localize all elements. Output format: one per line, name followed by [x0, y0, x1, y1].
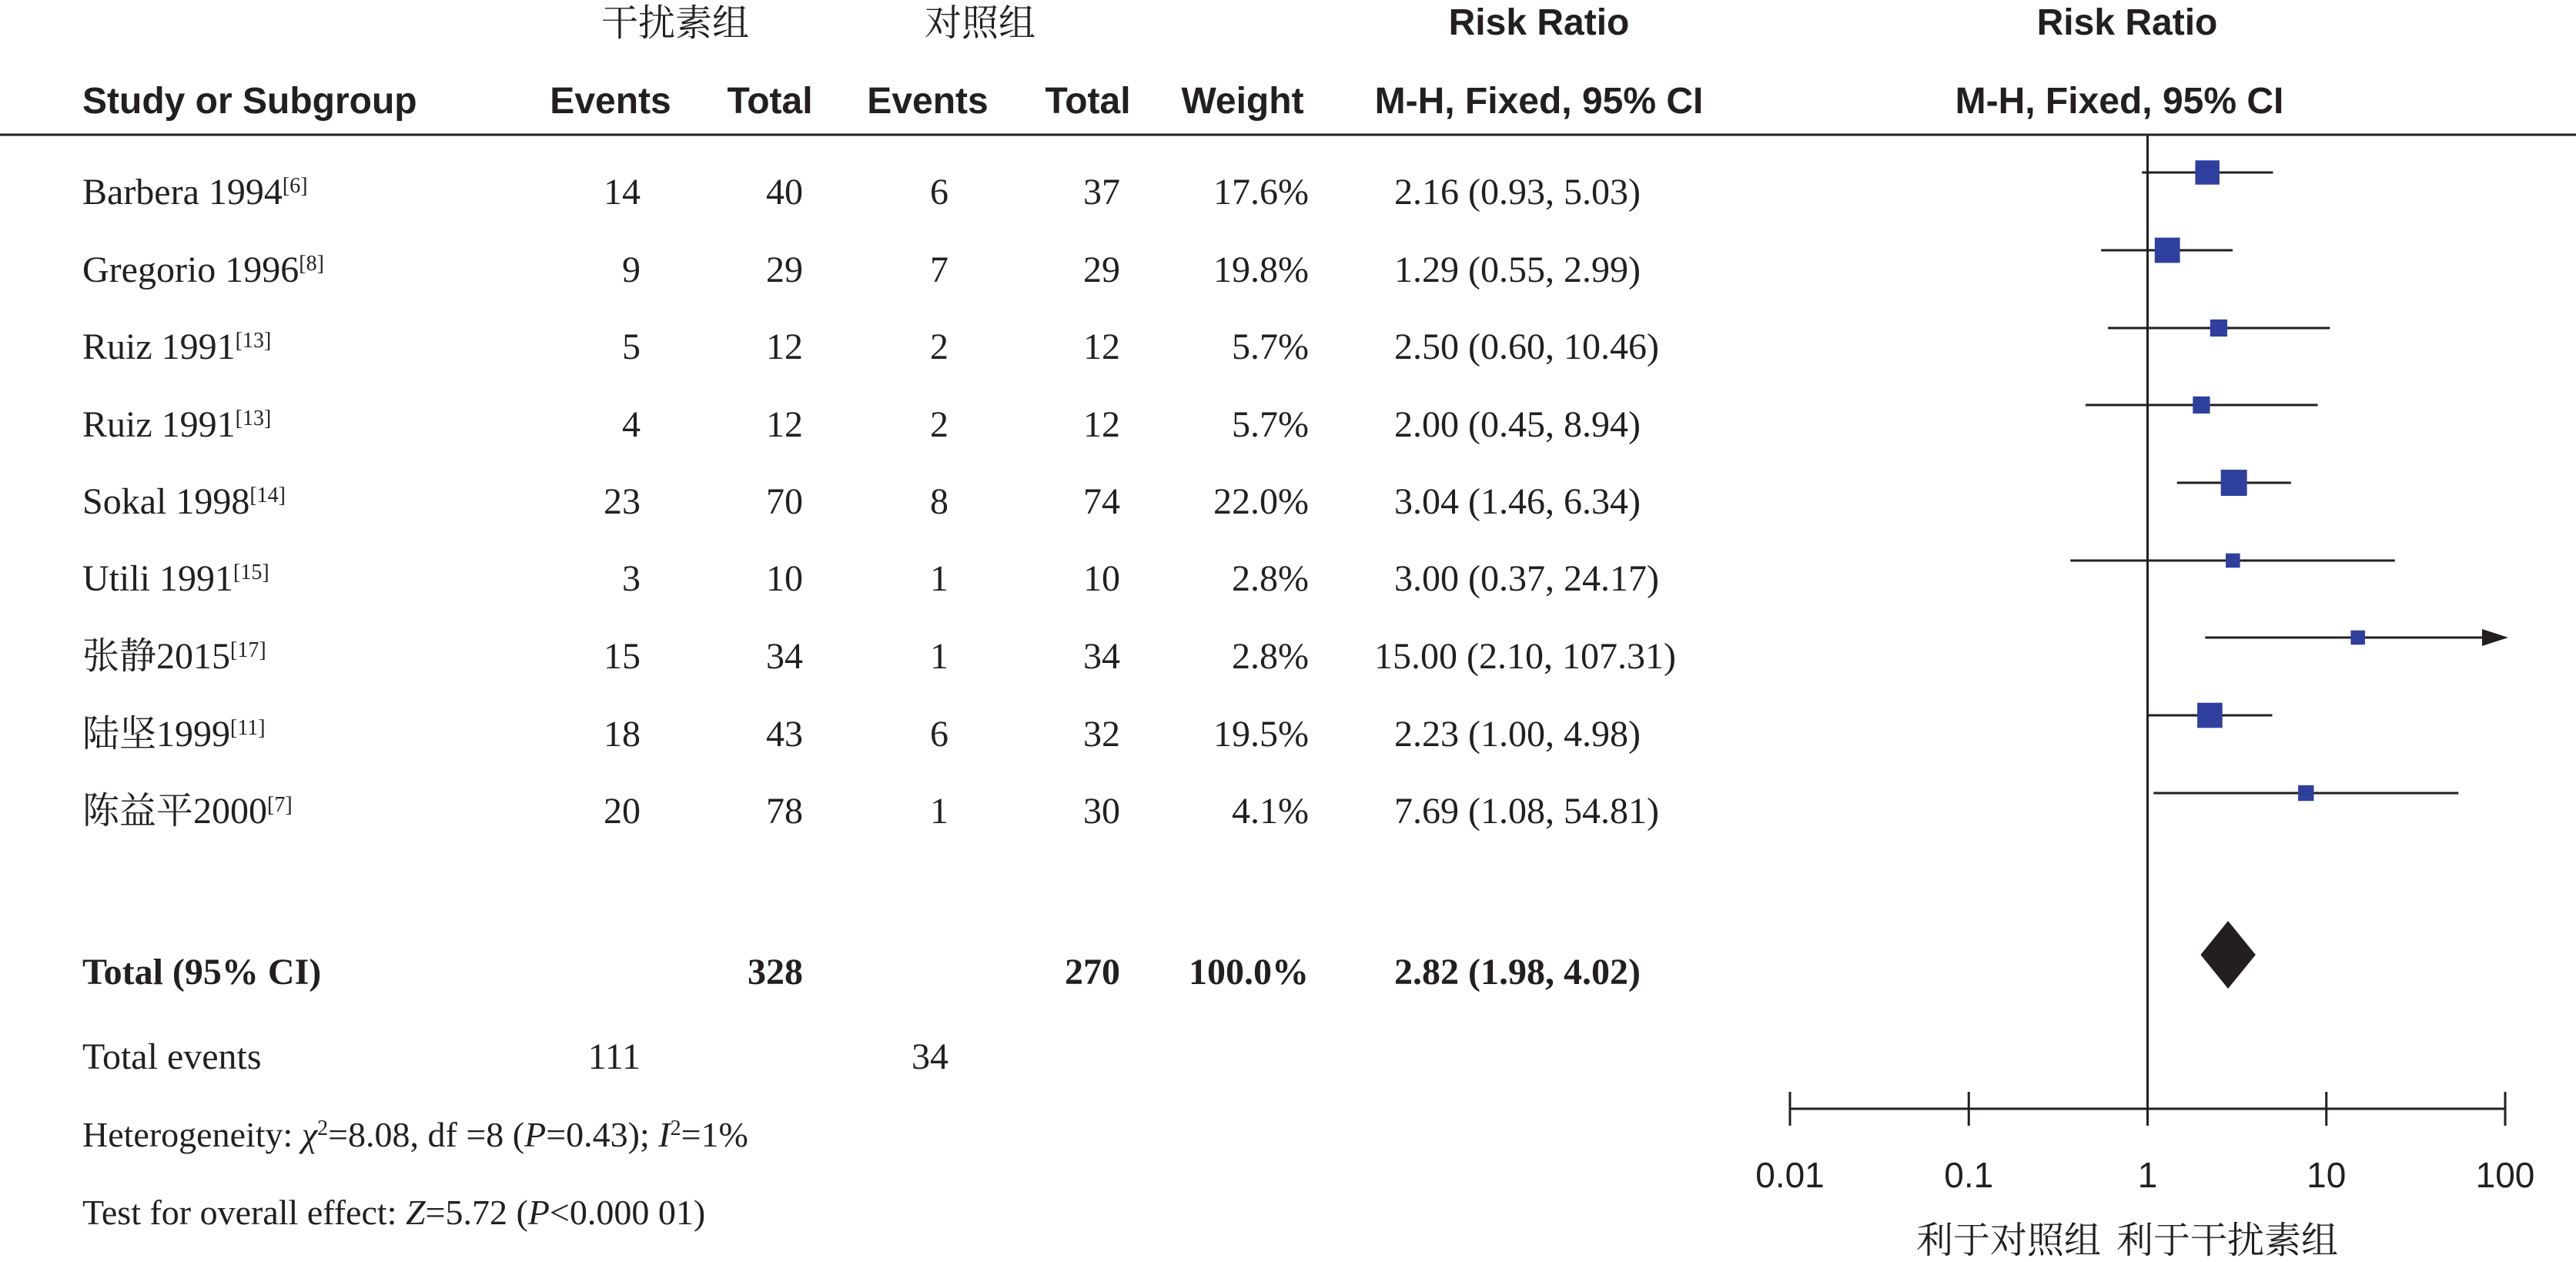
study-ci-mark: [2177, 470, 2291, 496]
col-total1-header: Total: [727, 81, 813, 122]
study-ci-mark: [2205, 629, 2508, 646]
favours-treatment-label: 利于干扰素组: [2116, 1219, 2339, 1262]
events2-cell: 2: [930, 404, 948, 445]
total2-cell: 34: [1083, 636, 1120, 677]
col-events1-header: Events: [550, 81, 671, 122]
x-tick-label: 10: [2307, 1155, 2347, 1195]
total1-cell: 43: [766, 714, 803, 755]
study-name: 陆坚1999[11]: [82, 714, 266, 755]
ci-cell: 3.00 (0.37, 24.17): [1394, 558, 1659, 599]
total2-cell: 29: [1083, 249, 1120, 290]
ci-cell: 2.00 (0.45, 8.94): [1394, 404, 1641, 445]
overall-effect-text: Test for overall effect: Z=5.72 (P<0.000 01): [82, 1193, 706, 1232]
events1-cell: 3: [622, 558, 641, 599]
events1-cell: 9: [622, 249, 641, 290]
weight-cell: 5.7%: [1232, 404, 1309, 445]
weight-cell: 2.8%: [1232, 636, 1309, 677]
ci-cell: 15.00 (2.10, 107.31): [1374, 636, 1676, 677]
point-estimate-square: [2195, 160, 2219, 184]
study-ci-mark: [2086, 397, 2317, 413]
events2-cell: 2: [930, 326, 948, 367]
events2-cell: 8: [930, 481, 948, 522]
point-estimate-square: [2221, 470, 2247, 496]
weight-cell: 22.0%: [1213, 481, 1309, 522]
point-estimate-square: [2298, 785, 2313, 801]
study-name: 陈益平2000[7]: [82, 791, 293, 832]
total2-cell: 32: [1083, 714, 1120, 755]
total1-cell: 78: [766, 791, 803, 832]
events2-cell: 7: [930, 249, 948, 290]
study-ci-mark: [2101, 238, 2233, 263]
group1-label: 干扰素组: [601, 2, 750, 45]
weight-cell: 2.8%: [1232, 558, 1309, 599]
weight-cell: 19.5%: [1213, 714, 1309, 755]
table-row: [82, 326, 1659, 367]
events1-cell: 18: [604, 714, 641, 755]
total1-cell: 40: [766, 172, 803, 213]
study-name: Utili 1991[15]: [82, 558, 269, 599]
study-ci-mark: [2070, 554, 2395, 568]
table-row: [82, 791, 1659, 832]
study-name: Sokal 1998[14]: [82, 481, 286, 522]
study-rows: [82, 172, 1676, 832]
ci-cell: 7.69 (1.08, 54.81): [1394, 791, 1659, 832]
ci-cell: 2.50 (0.60, 10.46): [1394, 326, 1659, 367]
table-row: [82, 636, 1676, 677]
ci-cell: 1.29 (0.55, 2.99): [1394, 249, 1641, 290]
study-name: Barbera 1994[6]: [82, 172, 308, 213]
total-events-label: Total events: [82, 1036, 262, 1077]
study-name: Ruiz 1991[13]: [82, 326, 272, 367]
events2-cell: 1: [930, 791, 948, 832]
events1-cell: 20: [604, 791, 641, 832]
study-ci-mark: [2108, 320, 2330, 336]
weight-cell: 4.1%: [1232, 791, 1309, 832]
table-row: [82, 481, 1641, 522]
study-name: Ruiz 1991[13]: [82, 404, 272, 445]
events2-cell: 6: [930, 714, 948, 755]
point-estimate-square: [2226, 554, 2240, 568]
group2-label: 对照组: [924, 2, 1036, 45]
col-ci-plot-header: M-H, Fixed, 95% CI: [1955, 81, 2284, 122]
total2-cell: 12: [1083, 404, 1120, 445]
total1-cell: 12: [766, 326, 803, 367]
events1-cell: 14: [604, 172, 641, 213]
risk-ratio-plot-label: Risk Ratio: [2036, 2, 2218, 43]
heterogeneity-text: Heterogeneity: $\chi^2=8.08$, df =8 (P=0.43); $I^2=1\%$: [82, 1115, 748, 1154]
col-weight-header: Weight: [1181, 81, 1304, 122]
events1-cell: 4: [622, 404, 641, 445]
point-estimate-square: [2193, 397, 2210, 413]
point-estimate-square: [2155, 238, 2180, 263]
x-tick-label: 0.01: [1755, 1155, 1825, 1195]
total-events-e1: 111: [587, 1036, 641, 1077]
point-estimate-square: [2197, 703, 2223, 728]
total-t2: 270: [1065, 952, 1120, 993]
weight-cell: 5.7%: [1232, 326, 1309, 367]
total2-cell: 74: [1083, 481, 1120, 522]
favours-control-label: 利于对照组: [1915, 1219, 2102, 1262]
total1-cell: 34: [766, 636, 803, 677]
study-name: 张静2015[17]: [82, 636, 266, 677]
col-ci-table-header: M-H, Fixed, 95% CI: [1374, 81, 1704, 122]
total-events-e2: 34: [912, 1036, 948, 1077]
total1-cell: 10: [766, 558, 803, 599]
total-t1: 328: [748, 952, 803, 993]
point-estimate-square: [2350, 631, 2365, 645]
events2-cell: 1: [930, 636, 948, 677]
total1-cell: 29: [766, 249, 803, 290]
total2-cell: 37: [1083, 172, 1120, 213]
weight-cell: 17.6%: [1213, 172, 1309, 213]
plot-area: [1755, 135, 2534, 1195]
total2-cell: 30: [1083, 791, 1120, 832]
pooled-diamond: [2200, 921, 2255, 989]
ci-cell: 2.16 (0.93, 5.03): [1394, 172, 1641, 213]
x-tick-label: 100: [2475, 1155, 2535, 1195]
total2-cell: 10: [1083, 558, 1120, 599]
x-tick-label: 0.1: [1944, 1155, 1994, 1195]
total2-cell: 12: [1083, 326, 1120, 367]
events1-cell: 23: [604, 481, 641, 522]
study-ci-mark: [2153, 785, 2458, 801]
weight-cell: 19.8%: [1213, 249, 1309, 290]
total1-cell: 12: [766, 404, 803, 445]
col-total2-header: Total: [1045, 81, 1131, 122]
total-label: Total (95% CI): [82, 952, 322, 993]
events2-cell: 1: [930, 558, 948, 599]
study-ci-mark: [2148, 703, 2273, 728]
events2-cell: 6: [930, 172, 948, 213]
col-study-header: Study or Subgroup: [82, 81, 417, 122]
table-row: [82, 404, 1641, 445]
study-ci-mark: [2142, 160, 2273, 184]
total1-cell: 70: [766, 481, 803, 522]
table-row: [82, 714, 1641, 755]
table-row: [82, 558, 1659, 599]
table-row: [82, 172, 1641, 213]
x-tick-label: 1: [2137, 1155, 2158, 1195]
study-name: Gregorio 1996[8]: [82, 249, 324, 290]
table-row: [82, 249, 1641, 290]
risk-ratio-table-label: Risk Ratio: [1448, 2, 1630, 43]
ci-arrow-icon: [2482, 629, 2508, 646]
total-weight: 100.0%: [1189, 952, 1309, 993]
ci-cell: 2.23 (1.00, 4.98): [1394, 714, 1641, 755]
col-events2-header: Events: [867, 81, 989, 122]
ci-cell: 3.04 (1.46, 6.34): [1394, 481, 1641, 522]
point-estimate-square: [2210, 320, 2227, 336]
events1-cell: 15: [604, 636, 641, 677]
total-ci: 2.82 (1.98, 4.02): [1394, 952, 1641, 993]
events1-cell: 5: [622, 326, 641, 367]
